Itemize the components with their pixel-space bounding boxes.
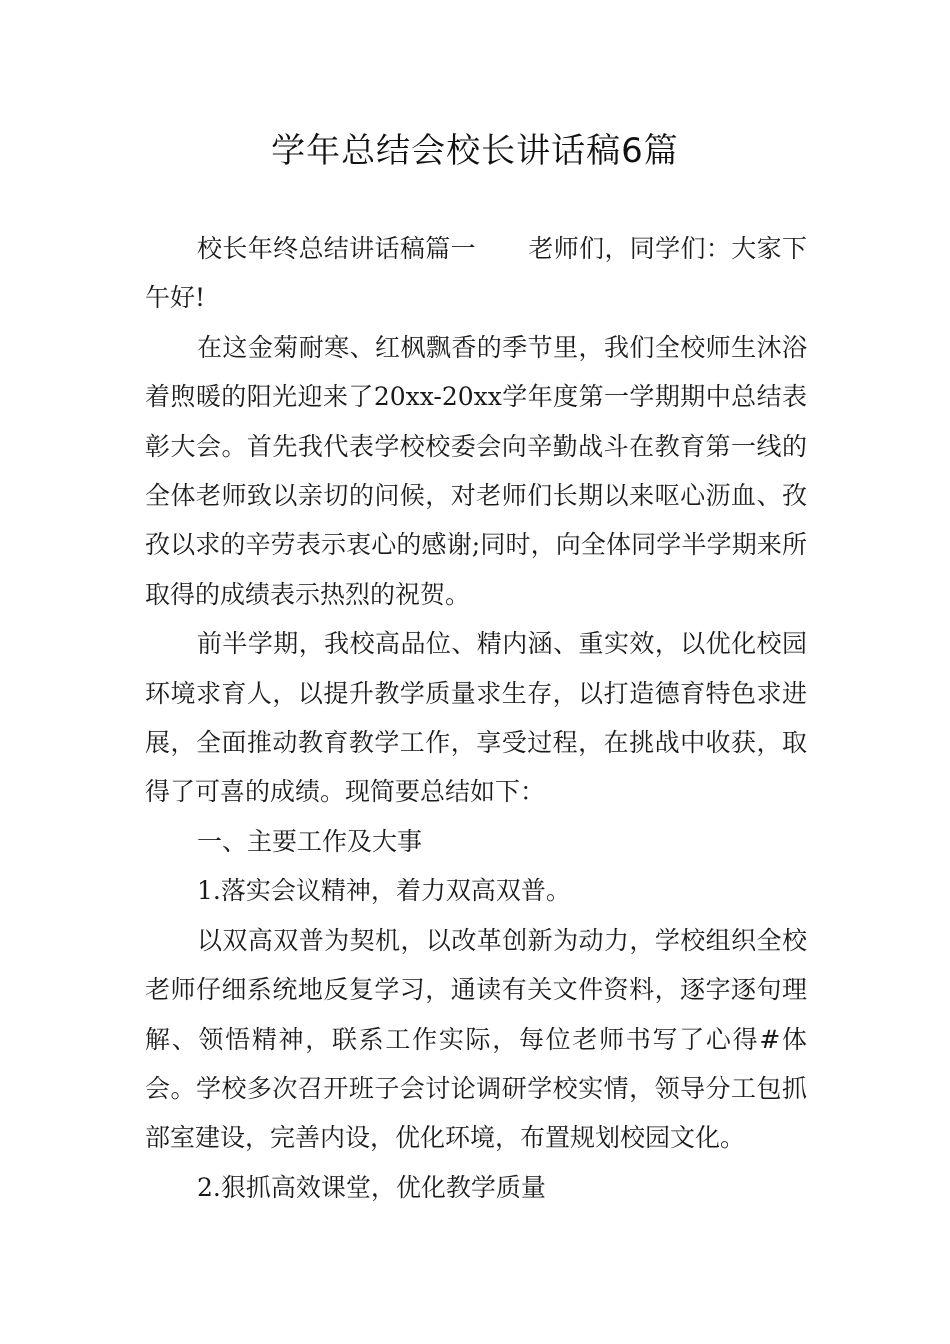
item2-heading: 2.狠抓高效课堂，优化教学质量	[197, 1172, 546, 1202]
item1-heading: 1.落实会议精神，着力双高双普。	[197, 876, 571, 906]
greeting: 老师们，同学们：大家下午好!	[145, 234, 807, 313]
paragraph-opening: 在这金菊耐寒、红枫飘香的季节里，我们全校师生沐浴着煦暖的阳光迎来了20xx-20xx学年度第一学期期中总结表彰大会。首先我代表学校校委会向辛勤战斗在教育第一线的全体老师致以亲切的问候，对老师们长期以来呕心沥血、孜孜以求的辛劳表示衷心的感谢;同时，向全体同学半学期来所取得的成绩表示热烈的祝贺。	[145, 332, 807, 609]
paragraph-summary: 前半学期，我校高品位、精内涵、重实效，以优化校园环境求育人，以提升教学质量求生存，以打造德育特色求进展，全面推动教育教学工作，享受过程，在挑战中收获，取得了可喜的成绩。现简要总结如下：	[145, 629, 807, 807]
document-body	[145, 224, 807, 1212]
item1-body: 以双高双普为契机，以改革创新为动力，学校组织全校老师仔细系统地反复学习，通读有关文件资料，逐字逐句理解、领悟精神，联系工作实际，每位老师书写了心得#体会。学校多次召开班子会讨论调研学校实情，领导分工包抓部室建设，完善内设，优化环境，布置规划校园文化。	[145, 925, 807, 1153]
intro-paragraph	[145, 224, 807, 323]
section-label: 校长年终总结讲话稿篇一	[197, 234, 476, 263]
document-title: 学年总结会校长讲话稿6篇	[271, 131, 679, 171]
section-heading: 一、主要工作及大事	[197, 826, 423, 856]
